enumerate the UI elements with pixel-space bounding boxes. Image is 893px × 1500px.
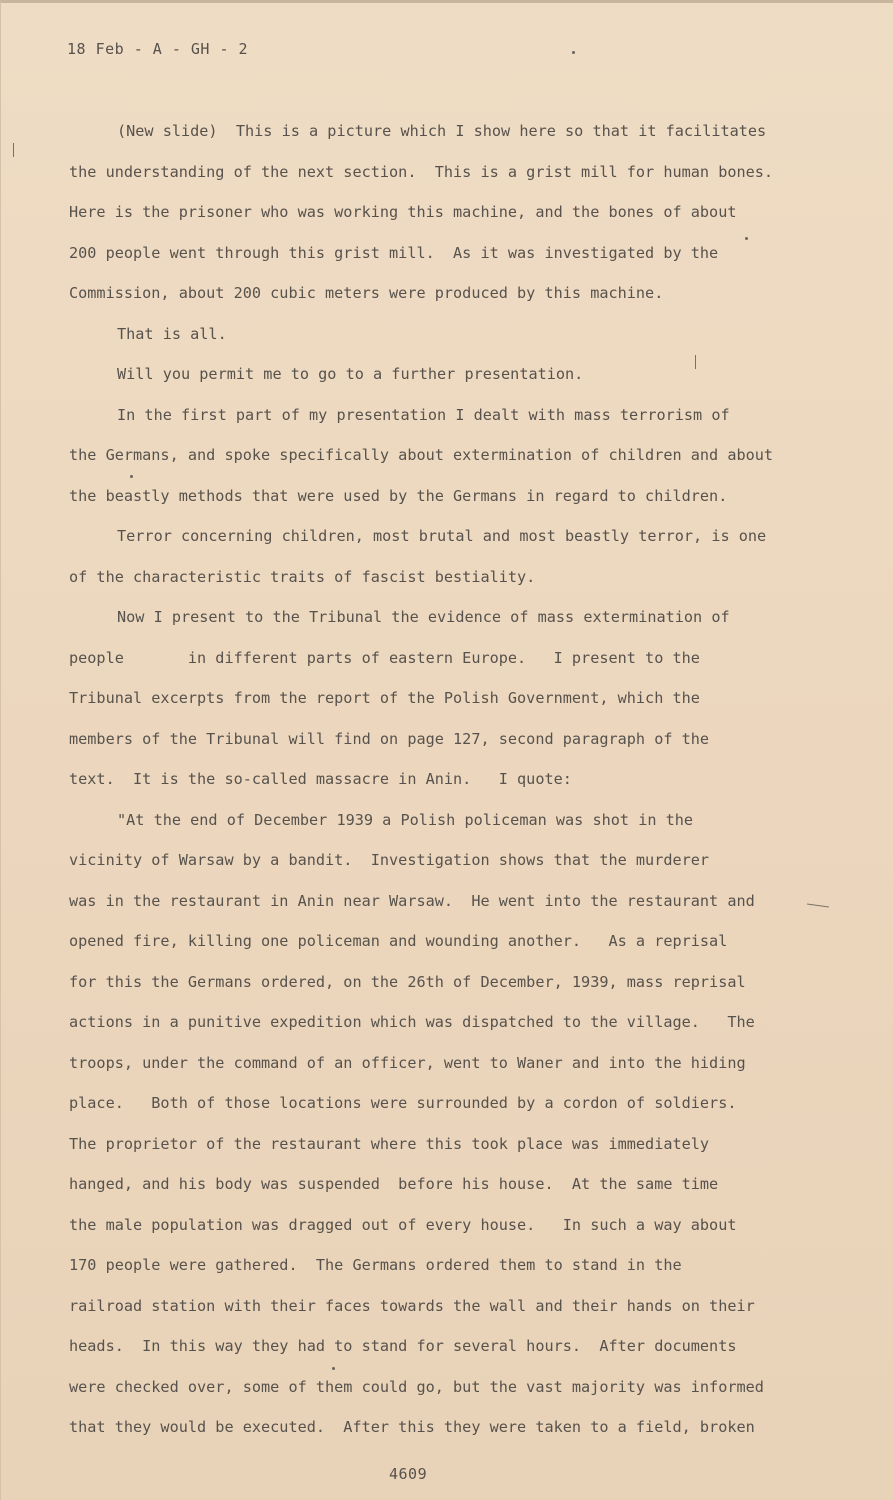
text-line: for this the Germans ordered, on the 26th of December, 1939, mass reprisal (69, 973, 746, 991)
text-line: of the characteristic traits of fascist bestiality. (69, 568, 536, 586)
text-line: (New slide) This is a picture which I show here so that it facilitates (117, 122, 767, 140)
text-line: railroad station with their faces towards the wall and their hands on their (69, 1297, 755, 1315)
text-line: "At the end of December 1939 a Polish policeman was shot in the (117, 811, 694, 829)
pencil-mark (13, 143, 14, 157)
page-number: 4609 (389, 1465, 428, 1483)
text-line: the beastly methods that were used by the Germans in regard to children. (69, 487, 728, 505)
text-line: 170 people were gathered. The Germans ordered them to stand in the (69, 1256, 682, 1274)
text-line: Will you permit me to go to a further presentation. (117, 365, 584, 383)
text-line: people in different parts of eastern Europe. I present to the (69, 649, 700, 667)
text-line: Here is the prisoner who was working this machine, and the bones of about (69, 203, 737, 221)
ink-speck (572, 51, 575, 54)
text-line: the male population was dragged out of every house. In such a way about (69, 1216, 737, 1234)
text-line: heads. In this way they had to stand for several hours. After documents (69, 1337, 737, 1355)
ink-speck (130, 475, 133, 478)
pencil-mark (807, 903, 829, 907)
text-line: Tribunal excerpts from the report of the Polish Government, which the (69, 689, 700, 707)
text-line: text. It is the so-called massacre in Anin. I quote: (69, 770, 572, 788)
text-line: opened fire, killing one policeman and wounding another. As a reprisal (69, 932, 728, 950)
text-line: was in the restaurant in Anin near Warsaw. He went into the restaurant and (69, 892, 755, 910)
pencil-mark (695, 355, 696, 369)
text-line: Now I present to the Tribunal the evidence of mass extermination of (117, 608, 730, 626)
text-line: Commission, about 200 cubic meters were produced by this machine. (69, 284, 664, 302)
text-line: actions in a punitive expedition which was dispatched to the village. The (69, 1013, 755, 1031)
text-line: that they would be executed. After this they were taken to a field, broken (69, 1418, 755, 1436)
text-line: 200 people went through this grist mill. As it was investigated by the (69, 244, 719, 262)
text-line: vicinity of Warsaw by a bandit. Investigation shows that the murderer (69, 851, 710, 869)
text-line: hanged, and his body was suspended before his house. At the same time (69, 1175, 719, 1193)
text-line: the understanding of the next section. This is a grist mill for human bones. (69, 163, 774, 181)
text-line: the Germans, and spoke specifically about extermination of children and about (69, 446, 774, 464)
text-line: In the first part of my presentation I dealt with mass terrorism of (117, 406, 730, 424)
page-header: 18 Feb - A - GH - 2 (67, 40, 249, 58)
text-line: Terror concerning children, most brutal and most beastly terror, is one (117, 527, 767, 545)
text-line: troops, under the command of an officer, went to Waner and into the hiding (69, 1054, 746, 1072)
text-line: members of the Tribunal will find on page 127, second paragraph of the (69, 730, 710, 748)
text-line: That is all. (117, 325, 227, 343)
text-line: The proprietor of the restaurant where this took place was immediately (69, 1135, 710, 1153)
text-line: place. Both of those locations were surrounded by a cordon of soldiers. (69, 1094, 737, 1112)
text-line: were checked over, some of them could go, but the vast majority was informed (69, 1378, 764, 1396)
ink-speck (745, 237, 748, 240)
ink-speck (332, 1367, 335, 1370)
